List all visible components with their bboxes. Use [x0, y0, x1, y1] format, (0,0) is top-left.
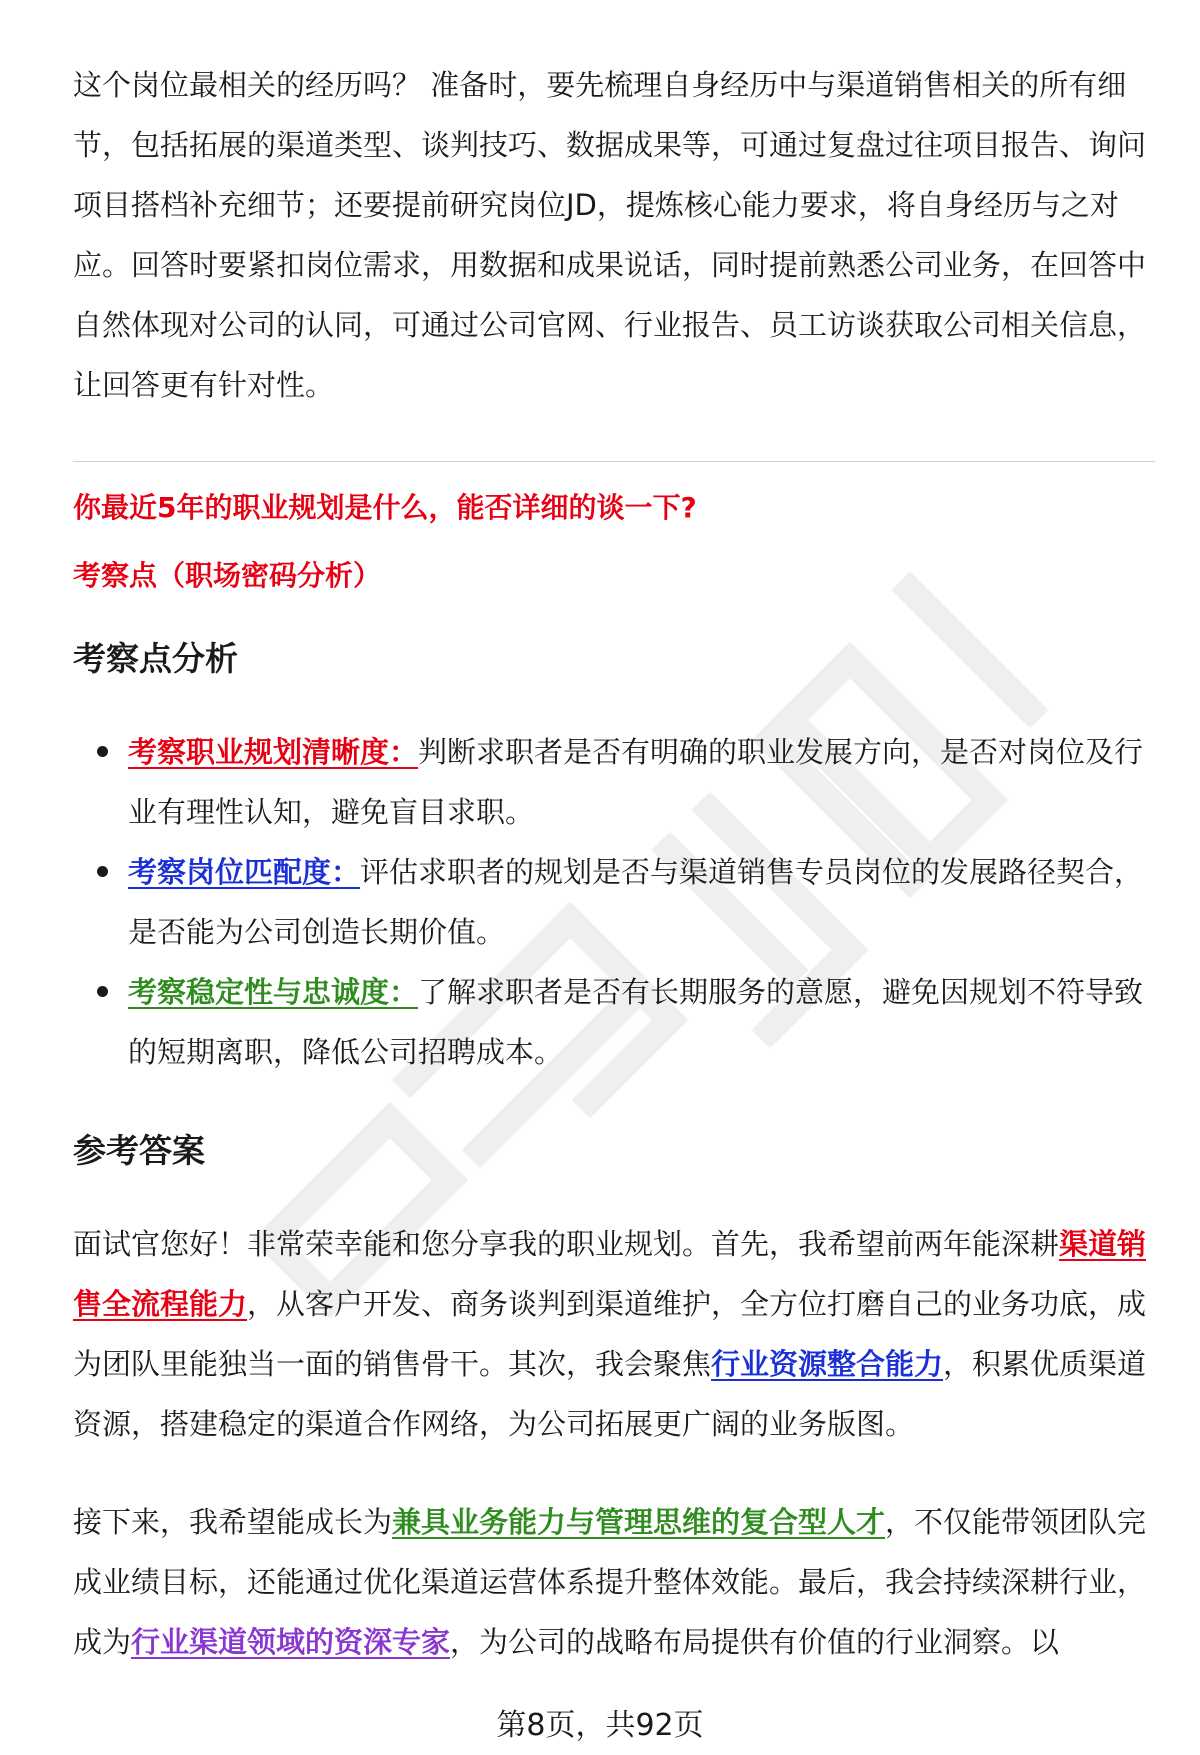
answer-text: ，不仅能带领团队完成业绩目标，还能通过优化渠道运营体系提升整体效能。最后，我会持续深耕行业，成为	[73, 1505, 1147, 1659]
analysis-item	[73, 722, 1155, 842]
answer-keyword: 行业渠道领域的资深专家	[131, 1625, 451, 1659]
analysis-item	[73, 842, 1155, 962]
intro-paragraph: 这个岗位最相关的经历吗？ 准备时，要先梳理自身经历中与渠道销售相关的所有细节，包括拓展的渠道类型、谈判技巧、数据成果等，可通过复盘过往项目报告、询问项目搭档补充细节；还要提前研究岗位JD，提炼核心能力要求，将自身经历与之对应。回答时要紧扣岗位需求，用数据和成果说话，同时提前熟悉公司业务，在回答中自然体现对公司的认同，可通过公司官网、行业报告、员工访谈获取公司相关信息，让回答更有针对性。	[73, 68, 1147, 402]
analysis-keyword: 考察职业规划清晰度：	[128, 735, 419, 769]
answer-text: 接下来，我希望能成长为	[73, 1505, 393, 1539]
analysis-list	[73, 722, 1155, 1082]
answer-paragraph-2	[73, 1492, 1155, 1672]
answer-text: ，为公司的战略布局提供有价值的行业洞察。以	[450, 1625, 1060, 1659]
bullet-icon	[97, 986, 108, 997]
page-number: 第8页，共92页	[496, 1708, 704, 1743]
answer-text: ，积累优质渠道资源，搭建稳定的渠道合作网络，为公司拓展更广阔的业务版图。	[73, 1347, 1147, 1441]
answer-keyword: 兼具业务能力与管理思维的复合型人才	[392, 1505, 886, 1539]
analysis-keyword: 考察岗位匹配度：	[128, 855, 361, 889]
answer-keyword: 渠道销售全流程能力	[73, 1227, 1147, 1321]
answer-paragraph-1	[73, 1214, 1155, 1454]
analysis-heading: 考察点分析	[73, 639, 238, 678]
analysis-item	[73, 962, 1155, 1082]
analysis-text: 评估求职者的规划是否与渠道销售专员岗位的发展路径契合，是否能为公司创造长期价值。	[128, 855, 1144, 949]
bullet-icon	[97, 746, 108, 757]
question-subheading: 考察点（职场密码分析）	[73, 559, 382, 592]
analysis-text: 了解求职者是否有长期服务的意愿，避免因规划不符导致的短期离职，降低公司招聘成本。	[128, 975, 1144, 1069]
answer-heading: 参考答案	[73, 1131, 205, 1170]
analysis-keyword: 考察稳定性与忠诚度：	[128, 975, 419, 1009]
answer-text: 面试官您好！非常荣幸能和您分享我的职业规划。首先，我希望前两年能深耕	[73, 1227, 1060, 1261]
answer-text: ，从客户开发、商务谈判到渠道维护，全方位打磨自己的业务功底，成为团队里能独当一面的销售骨干。其次，我会聚焦	[73, 1287, 1147, 1381]
answer-keyword: 行业资源整合能力	[711, 1347, 944, 1381]
question-heading: 你最近5年的职业规划是什么，能否详细的谈一下?	[73, 491, 697, 524]
content-column	[73, 55, 1155, 1672]
bullet-icon	[97, 866, 108, 877]
analysis-text: 判断求职者是否有明确的职业发展方向，是否对岗位及行业有理性认知，避免盲目求职。	[128, 735, 1144, 829]
section-divider	[73, 461, 1155, 462]
